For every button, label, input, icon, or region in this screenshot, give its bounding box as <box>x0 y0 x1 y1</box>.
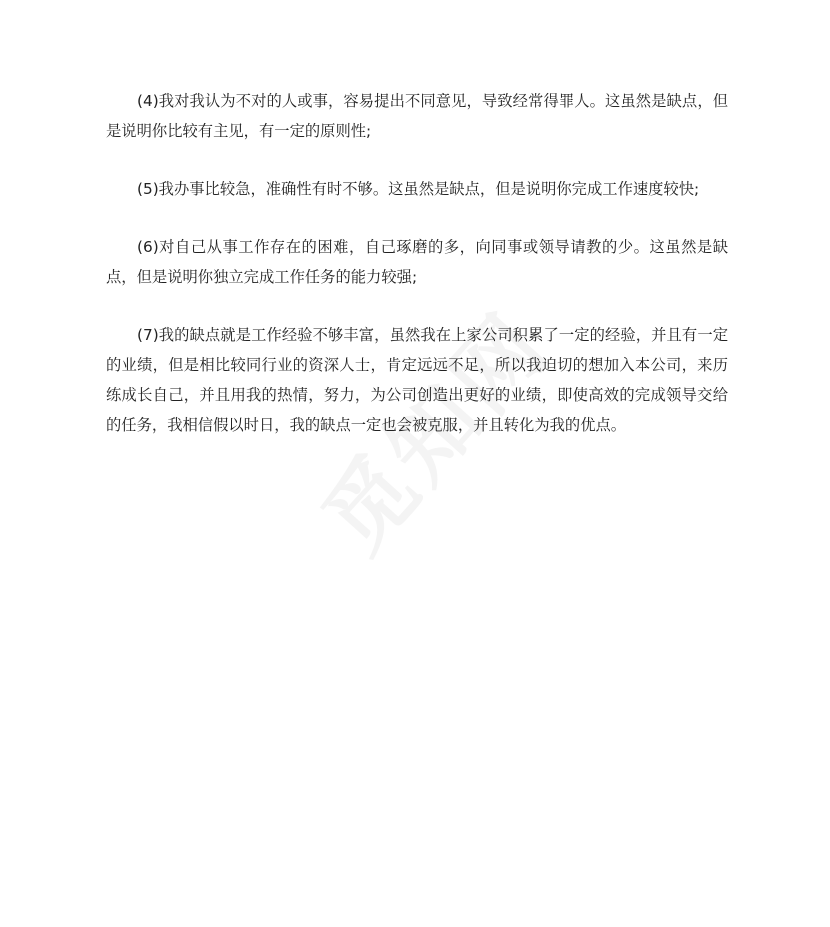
document-body <box>106 86 728 468</box>
paragraph-7: (7)我的缺点就是工作经验不够丰富，虽然我在上家公司积累了一定的经验，并且有一定的业绩，但是相比较同行业的资深人士，肯定远远不足，所以我迫切的想加入本公司，来历练成长自己，并且用我的热情，努力，为公司创造出更好的业绩，即使高效的完成领导交给的任务，我相信假以时日，我的缺点一定也会被克服，并且转化为我的优点。 <box>106 326 728 434</box>
paragraph-5: (5)我办事比较急，准确性有时不够。这虽然是缺点，但是说明你完成工作速度较快; <box>137 180 700 198</box>
paragraph-4: (4)我对我认为不对的人或事，容易提出不同意见，导致经常得罪人。这虽然是缺点，但是说明你比较有主见，有一定的原则性; <box>106 92 728 140</box>
paragraph-6: (6)对自己从事工作存在的困难，自己琢磨的多，向同事或领导请教的少。这虽然是缺点，但是说明你独立完成工作任务的能力较强; <box>106 238 728 286</box>
